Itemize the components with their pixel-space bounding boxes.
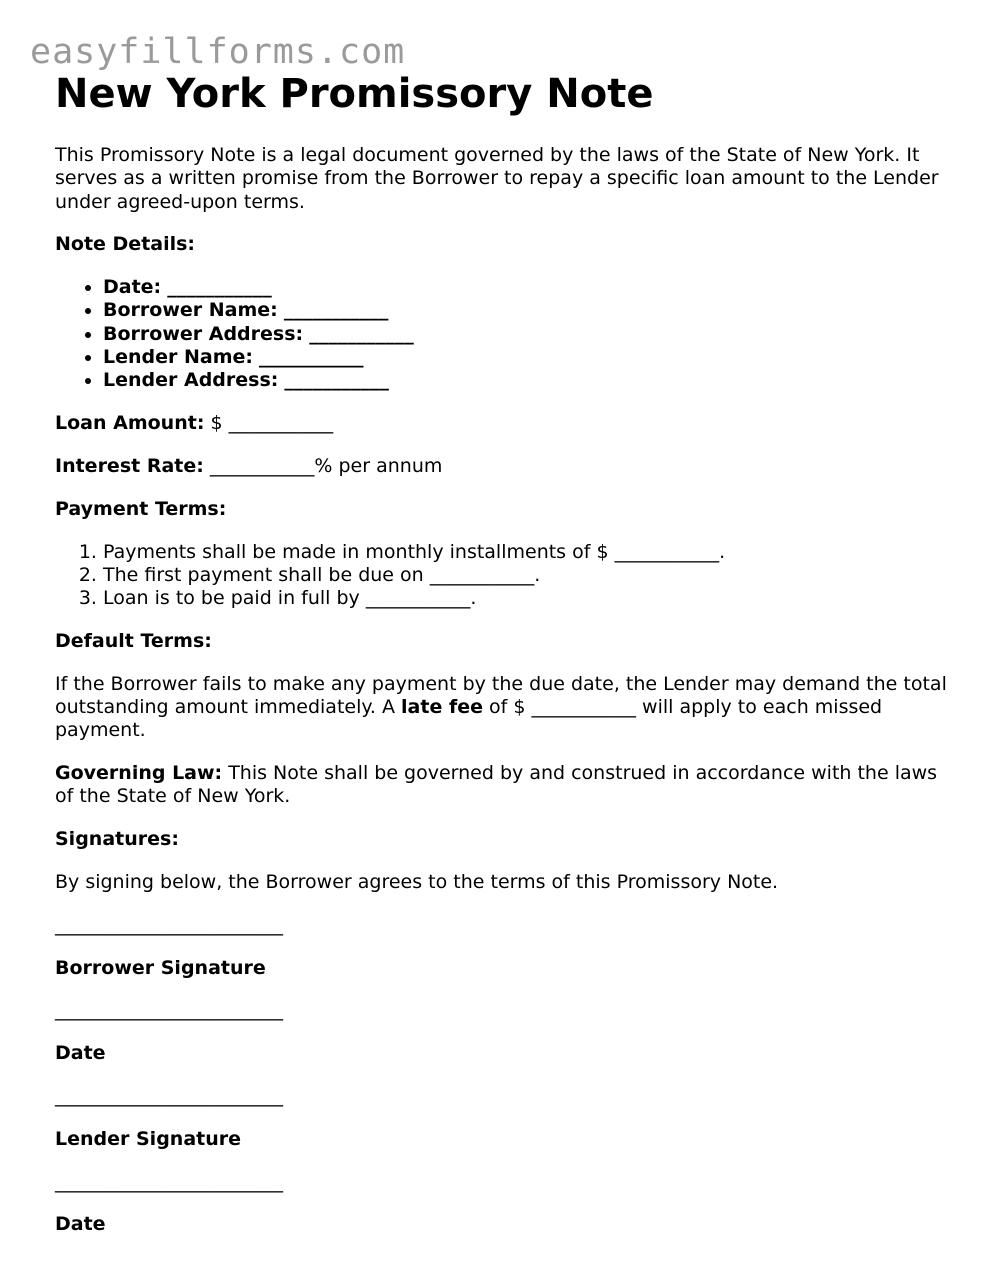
list-item: • Borrower Address: ___________ xyxy=(103,323,955,346)
note-details-heading: Note Details: xyxy=(55,233,196,256)
signature-label: Date xyxy=(55,1213,106,1236)
blank-field[interactable]: ___________ xyxy=(259,346,364,369)
note-details-list xyxy=(55,276,955,392)
governing-law-paragraph: Governing Law: This Note shall be governed by and construed in accordance with the laws of the State of New York. xyxy=(55,762,938,808)
blank-field[interactable]: ___________ xyxy=(284,369,389,392)
list-item: 1. Payments shall be made in monthly installments of $ ___________. xyxy=(103,541,955,564)
blank-field[interactable]: ___________ xyxy=(309,322,414,345)
signature-label: Date xyxy=(55,1042,106,1065)
signature-label: Borrower Signature xyxy=(55,956,266,979)
interest-rate-field[interactable]: ___________% per annum xyxy=(209,454,443,477)
list-item: • Borrower Name: ___________ xyxy=(103,299,955,322)
document-body xyxy=(55,144,955,1256)
list-item: 2. The first payment shall be due on ___________. xyxy=(103,564,955,587)
signature-line[interactable]: ________________________ xyxy=(55,913,283,936)
watermark: easyfillforms.com xyxy=(30,32,406,72)
default-terms-paragraph: If the Borrower fails to make any payment by the due date, the Lender may demand the total outstanding amount immediately. A late fee of $ ___________ will apply to each missed payment. xyxy=(55,672,947,742)
list-item: • Lender Name: ___________ xyxy=(103,346,955,369)
interest-rate: Interest Rate: ___________% per annum xyxy=(55,454,443,477)
signature-line[interactable]: ________________________ xyxy=(55,999,283,1022)
signature-line[interactable]: ________________________ xyxy=(55,1170,283,1193)
loan-amount: Loan Amount: $ ___________ xyxy=(55,412,334,435)
loan-amount-field[interactable]: $ ___________ xyxy=(210,412,334,435)
signature-label: Lender Signature xyxy=(55,1127,242,1150)
list-item: • Date: ___________ xyxy=(103,276,955,299)
signatures-heading: Signatures: xyxy=(55,828,179,851)
blank-field[interactable]: ___________ xyxy=(283,299,389,322)
payment-terms-heading: Payment Terms: xyxy=(55,497,227,520)
intro-paragraph: This Promissory Note is a legal document governed by the laws of the State of New York. It serves as a written promise from the Borrower to repay a specific loan amount to the Lender under agreed-upon terms. xyxy=(55,144,939,213)
signature-line[interactable]: ________________________ xyxy=(55,1085,283,1108)
list-item: • Lender Address: ___________ xyxy=(103,369,955,392)
payment-terms-list xyxy=(55,541,955,611)
page-title: New York Promissory Note xyxy=(55,71,654,117)
signatures-intro: By signing below, the Borrower agrees to the terms of this Promissory Note. xyxy=(55,871,779,894)
list-item: 3. Loan is to be paid in full by ___________. xyxy=(103,587,955,610)
blank-field[interactable]: ___________ xyxy=(167,276,272,299)
default-terms-heading: Default Terms: xyxy=(55,629,212,652)
